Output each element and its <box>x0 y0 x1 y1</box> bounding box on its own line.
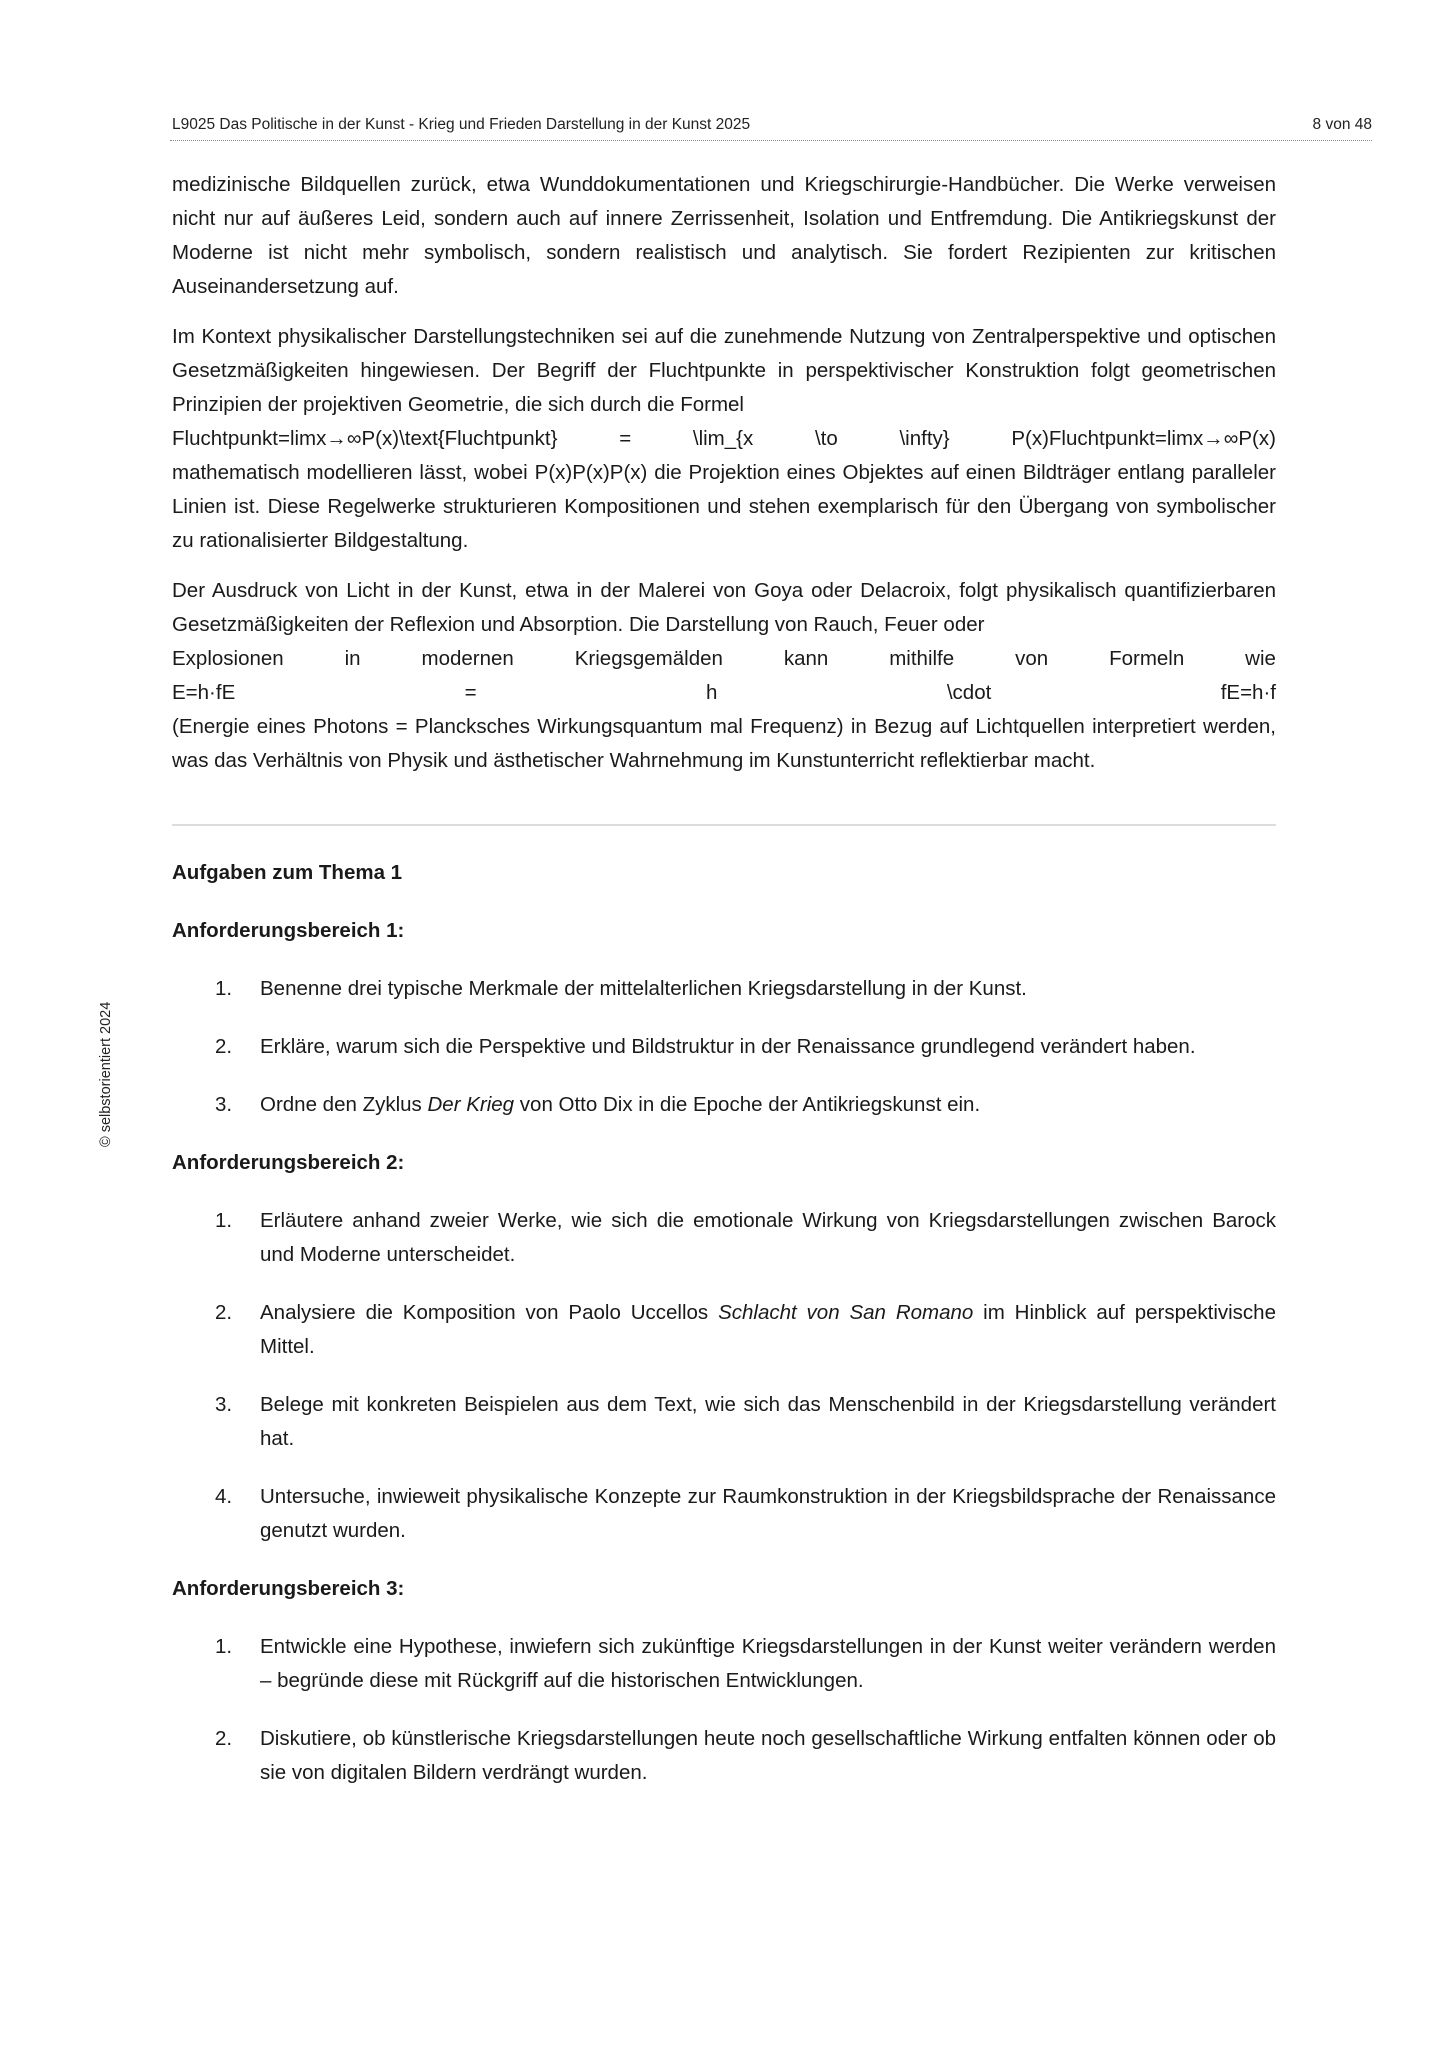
task-item <box>172 1388 1276 1456</box>
task-number: 2. <box>215 1727 233 1750</box>
task-item <box>172 1204 1276 1272</box>
formula-vanishing-point <box>172 422 1276 456</box>
task-text: Diskutiere, ob künstlerische Kriegsdarstellungen heute noch gesellschaftliche Wirkung entfalten können oder ob sie von digitalen Bildern verdrängt wurden. <box>260 1727 1276 1784</box>
formula-photon-energy <box>172 676 1276 710</box>
task-number: 1. <box>215 1635 233 1658</box>
document-title: L9025 Das Politische in der Kunst - Krieg und Frieden Darstellung in der Kunst 2025 <box>172 116 751 133</box>
paragraph-text: Der Ausdruck von Licht in der Kunst, etwa in der Malerei von Goya oder Delacroix, folgt physikalisch quantifizierbaren Gesetzmäßigkeiten der Reflexion und Absorption. Die Darstellung von Rauch, Feuer oder <box>172 579 1276 636</box>
word: Kriegsgemälden <box>574 647 723 670</box>
word: modernen <box>421 647 514 670</box>
formula-token: Fluchtpunkt=lim⁡x→∞P(x)\text{Fluchtpunkt} <box>172 427 558 450</box>
paragraph-text: Im Kontext physikalischer Darstellungstechniken sei auf die zunehmende Nutzung von Zentralperspektive und optischen Gesetzmäßigkeiten hingewiesen. Der Begriff der Fluchtpunkte in perspektivischer Konstruktion folgt geometrischen Prinzipien der projektiven Geometrie, die sich durch die Formel <box>172 325 1276 416</box>
formula-token: h <box>706 681 718 704</box>
formula-token: \cdot <box>946 681 992 704</box>
task-text-pre: Analysiere die Komposition von Paolo Uccellos <box>260 1301 719 1324</box>
section-heading: Anforderungsbereich 1: <box>172 919 405 942</box>
task-text <box>260 1301 1276 1358</box>
task-text: Untersuche, inwieweit physikalische Konzepte zur Raumkonstruktion in der Kriegsbildsprache der Renaissance genutzt wurden. <box>260 1485 1276 1542</box>
word: von <box>1015 647 1049 670</box>
word: Formeln <box>1109 647 1185 670</box>
task-item <box>172 972 1276 1006</box>
word: kann <box>783 647 829 670</box>
work-title: Schlacht von San Romano <box>718 1301 974 1324</box>
copyright-note: © selbstorientiert 2024 <box>98 1001 114 1147</box>
document-body <box>172 168 1276 1790</box>
task-item <box>172 1088 1276 1122</box>
task-number: 1. <box>215 977 233 1000</box>
task-number: 2. <box>215 1301 233 1324</box>
task-text-pre: Ordne den Zyklus <box>260 1093 428 1116</box>
word: Explosionen <box>172 647 284 670</box>
formula-token: P(x)Fluchtpunkt=limx→∞P(x) <box>1011 427 1276 450</box>
formula-token: \lim_{x <box>692 427 754 450</box>
task-list <box>172 972 1276 1122</box>
task-list <box>172 1630 1276 1790</box>
formula-token: = <box>619 427 632 450</box>
spread-text-line <box>172 642 1276 676</box>
section-heading: Anforderungsbereich 3: <box>172 1577 405 1600</box>
page-number: 8 von 48 <box>1312 116 1372 133</box>
task-item <box>172 1030 1276 1064</box>
task-item <box>172 1296 1276 1364</box>
task-text <box>260 1093 980 1116</box>
paragraph-text: mathematisch modellieren lässt, wobei P(x)P(x)P(x) die Projektion eines Objektes auf einen Bildträger entlang paralleler Linien ist. Diese Regelwerke strukturieren Kompositionen und stehen exemplarisch für den Übergang von symbolischer zu rationalisierter Bildgestaltung. <box>172 461 1276 552</box>
formula-token: fE=h·f <box>1220 681 1276 704</box>
formula-token: E=h·fE <box>172 681 236 704</box>
paragraph-perspective <box>172 320 1276 558</box>
task-number: 4. <box>215 1485 233 1508</box>
paragraph-text: (Energie eines Photons = Plancksches Wirkungsquantum mal Frequenz) in Bezug auf Lichtquellen interpretiert werden, was das Verhältnis von Physik und ästhetischer Wahrnehmung im Kunstunterricht reflektierbar macht. <box>172 715 1276 772</box>
task-list <box>172 1204 1276 1548</box>
task-number: 2. <box>215 1035 233 1058</box>
paragraph-light <box>172 574 1276 778</box>
word: mithilfe <box>889 647 955 670</box>
work-title: Der Krieg <box>427 1093 515 1116</box>
paragraph: medizinische Bildquellen zurück, etwa Wunddokumentationen und Kriegschirurgie-Handbücher. Die Werke verweisen nicht nur auf äußeres Leid, sondern auch auf innere Zerrissenheit, Isolation und Entfremdung. Die Antikriegskunst der Moderne ist nicht mehr symbolisch, sondern realistisch und analytisch. Sie fordert Rezipienten zur kritischen Auseinandersetzung auf. <box>172 173 1276 298</box>
task-text: Erläutere anhand zweier Werke, wie sich die emotionale Wirkung von Kriegsdarstellungen zwischen Barock und Moderne unterscheidet. <box>260 1209 1276 1266</box>
task-item <box>172 1630 1276 1698</box>
task-number: 3. <box>215 1393 233 1416</box>
task-text-post: von Otto Dix in die Epoche der Antikriegskunst ein. <box>514 1093 981 1116</box>
section-divider <box>172 824 1276 826</box>
task-text-post: im Hinblick auf perspektivische Mittel. <box>260 1301 1276 1358</box>
formula-token: \to <box>814 427 838 450</box>
page-header <box>170 114 1372 141</box>
task-text: Entwickle eine Hypothese, inwiefern sich zukünftige Kriegsdarstellungen in der Kunst weiter verändern werden – begründe diese mit Rückgriff auf die historischen Entwicklungen. <box>260 1635 1276 1692</box>
word: wie <box>1245 647 1276 670</box>
task-number: 3. <box>215 1093 233 1116</box>
section-heading: Anforderungsbereich 2: <box>172 1151 405 1174</box>
task-number: 1. <box>215 1209 233 1232</box>
formula-token: \infty} <box>899 427 950 450</box>
task-item <box>172 1480 1276 1548</box>
task-text: Erkläre, warum sich die Perspektive und Bildstruktur in der Renaissance grundlegend verändert haben. <box>260 1035 1196 1058</box>
task-text: Belege mit konkreten Beispielen aus dem Text, wie sich das Menschenbild in der Kriegsdarstellung verändert hat. <box>260 1393 1276 1450</box>
word: in <box>344 647 361 670</box>
task-text: Benenne drei typische Merkmale der mittelalterlichen Kriegsdarstellung in der Kunst. <box>260 977 1027 1000</box>
formula-token: = <box>464 681 477 704</box>
task-item <box>172 1722 1276 1790</box>
tasks-heading: Aufgaben zum Thema 1 <box>172 861 403 884</box>
